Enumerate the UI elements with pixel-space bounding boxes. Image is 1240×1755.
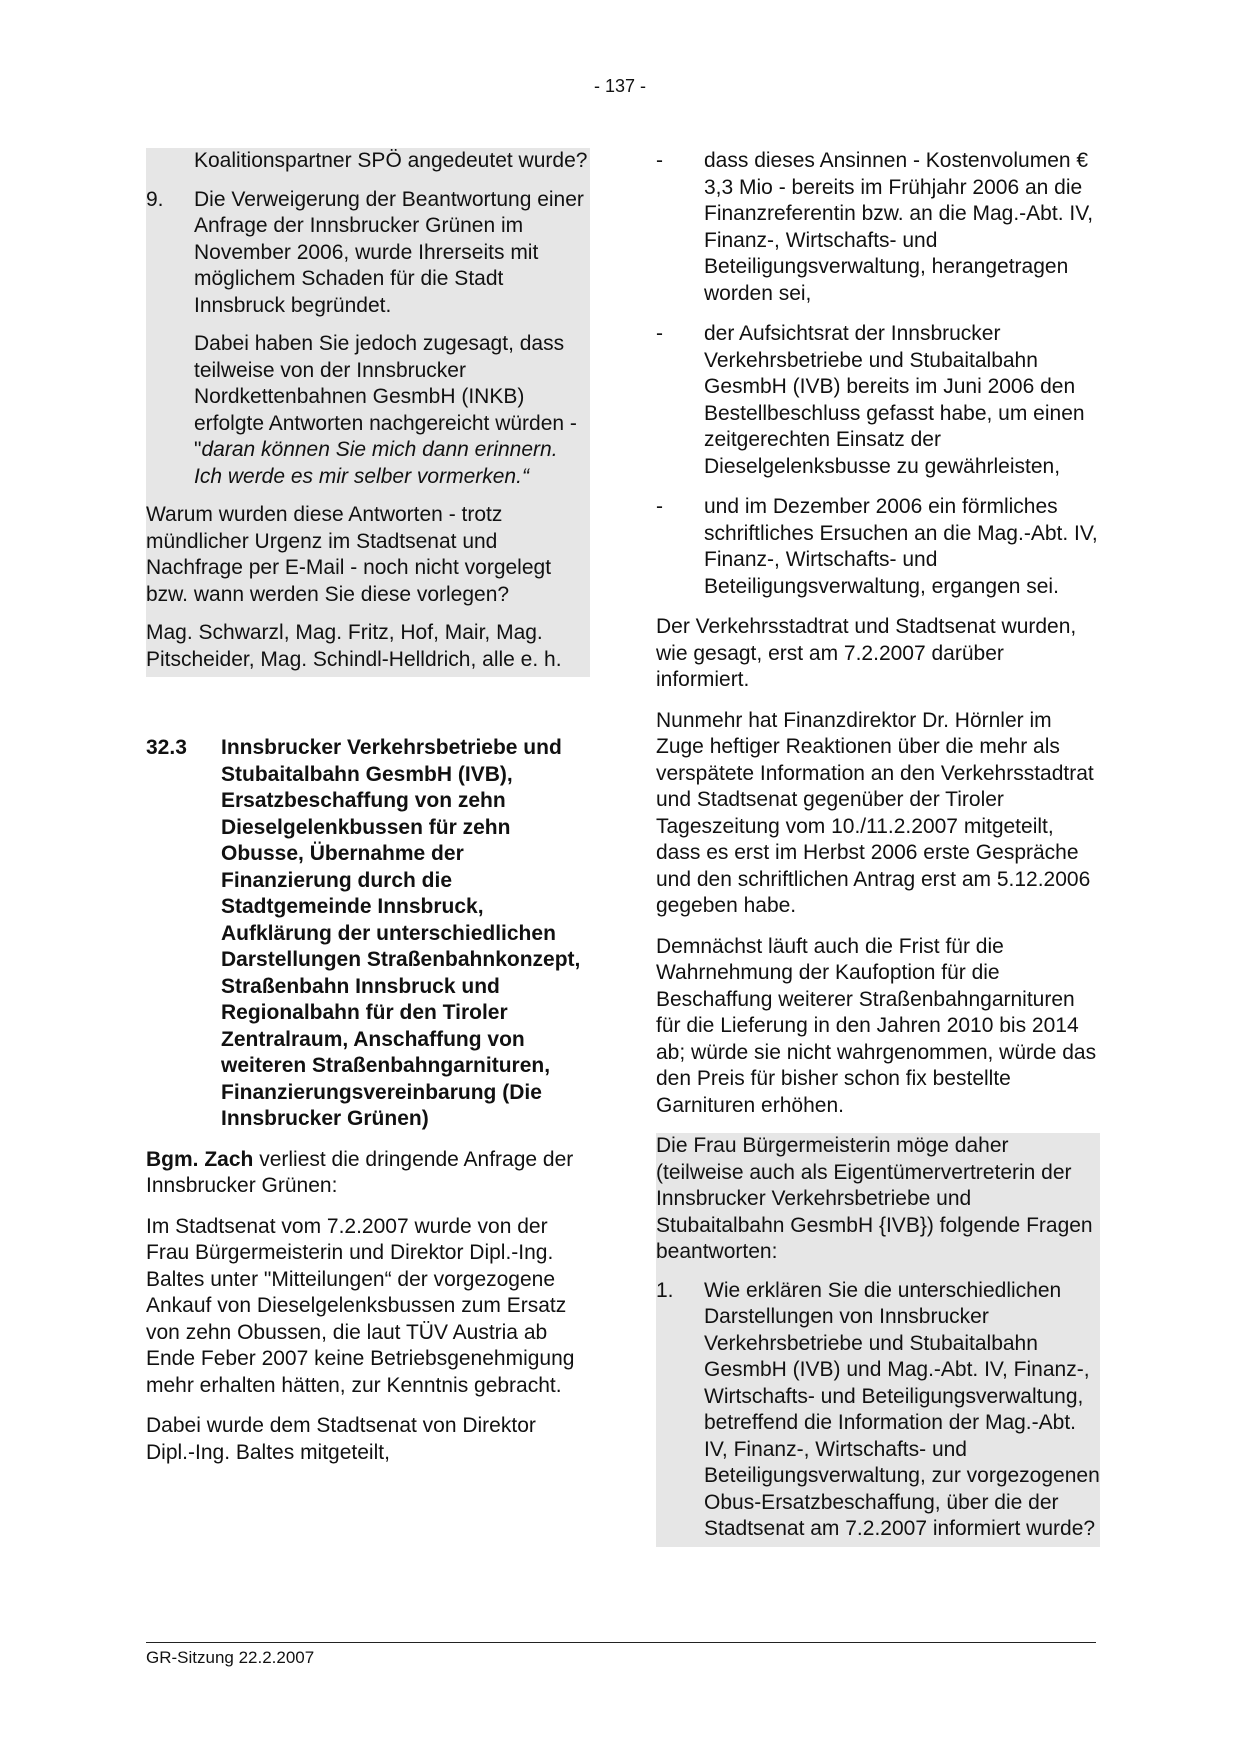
dash-item [656,321,1100,480]
anfrage-box-left [146,148,590,677]
continuation-line: Koalitionspartner SPÖ angedeutet wurde? [194,149,588,172]
demnaechst-paragraph: Demnächst läuft auch die Frist für die Wahrnehmung der Kaufoption für die Beschaffung weiterer Straßenbahngarnituren für die Lieferung in den Jahren 2010 bis 2014 ab; würde sie nicht wahrgenommen, würde das den Preis für bisher schon fix bestellte Garnituren erhöhen. [656,934,1097,1117]
speaker-text: verliest die dringende Anfrage der Innsbrucker Grünen: [146,1147,574,1197]
item-number: 1. [656,1278,674,1302]
dash-item-text: und im Dezember 2006 ein förmliches schriftliches Ersuchen an die Mag.-Abt. IV, Finanz-, Wirtschafts- und Beteiligungsverwaltung, ergangen sei. [704,495,1098,598]
dash-item-text: der Aufsichtsrat der Innsbrucker Verkehrsbetriebe und Stubaitalbahn GesmbH (IVB) bereits im Juni 2006 den Bestellbeschluss gefasst habe, um einen zeitgerechten Einsatz der Dieselgelenksbusse zu gewährleisten, [704,322,1085,478]
section-number: 32.3 [146,736,187,759]
question-item-1 [656,1278,1100,1543]
dabei-text: Dabei haben Sie jedoch zugesagt, dass teilweise von der Innsbrucker Nordkettenbahnen GesmbH (INKB) erfolgte Antworten nachgereicht würden - " [194,332,577,461]
dash-marker: - [656,149,663,172]
dash-marker: - [656,322,663,345]
question-item-9 [146,187,590,320]
questions-intro: Die Frau Bürgermeisterin möge daher (teilweise auch als Eigentümervertreterin der Innsbrucker Verkehrsbetriebe und Stubaitalbahn GesmbH {IVB}) folgende Fragen beantworten: [656,1134,1093,1263]
bgm-paragraph [146,1147,590,1200]
dash-item [656,494,1100,600]
warum-paragraph: Warum wurden diese Antworten - trotz mündlicher Urgenz im Stadtsenat und Nachfrage per E-Mail - noch nicht vorgelegt bzw. wann werden Sie diese vorlegen? [146,503,552,606]
dabei-quote: daran können Sie mich dann erinnern. Ich werde es mir selber vormerken.“ [194,438,558,488]
section-heading [146,735,590,1133]
nunmehr-paragraph: Nunmehr hat Finanzdirektor Dr. Hörnler im Zuge heftiger Reaktionen über die mehr als verspätete Information an den Verkehrsstadtrat und Stadtsenat gegenüber der Tiroler Tageszeitung vom 10./11.2.2007 mitgeteilt, dass es erst im Herbst 2006 erste Gespräche und den schriftlichen Antrag erst am 5.12.2006 gegeben habe. [656,708,1094,917]
item-number: 9. [146,187,164,211]
dabei2-paragraph: Dabei wurde dem Stadtsenat von Direktor Dipl.-Ing. Baltes mitgeteilt, [146,1414,536,1464]
footer-rule [146,1642,1096,1643]
section-title: Innsbrucker Verkehrsbetriebe und Stubaitalbahn GesmbH (IVB), Ersatzbeschaffung von zehn Dieselgelenkbussen für zehn Obusse, Übernahme der Finanzierung durch die Stadtgemeinde Innsbruck, Aufklärung der unterschiedlichen Darstellungen Straßenbahnkonzept, Straßenbahn Innsbruck und Regionalbahn für den Tiroler Zentralraum, Anschaffung von weiteren Straßenbahngarnituren, Finanzierungsvereinbarung (Die Innsbrucker Grünen) [221,736,581,1130]
item-text: Die Verweigerung der Beantwortung einer Anfrage der Innsbrucker Grünen im November 2006, wurde Ihrerseits mit möglichem Schaden für die Stadt Innsbruck begründet. [194,187,584,317]
anfrage-box-right [656,1133,1100,1547]
dash-item [656,148,1100,307]
left-column [146,148,590,1466]
stadtsenat-paragraph: Im Stadtsenat vom 7.2.2007 wurde von der Frau Bürgermeisterin und Direktor Dipl.-Ing. Baltes unter "Mitteilungen“ der vorgezogene Ankauf von Dieselgelenksbussen zum Ersatz von zehn Obussen, die laut TÜV Austria ab Ende Feber 2007 keine Betriebsgenehmigung mehr erhalten hätten, zur Kenntnis gebracht. [146,1214,575,1397]
right-column [656,148,1100,1547]
dash-marker: - [656,495,663,518]
item-text: Wie erklären Sie die unterschiedlichen Darstellungen von Innsbrucker Verkehrsbetriebe und Stubaitalbahn GesmbH (IVB) und Mag.-Abt. IV, Finanz-, Wirtschafts- und Beteiligungsverwaltung, betreffend die Information der Mag.-Abt. IV, Finanz-, Wirtschafts- und Beteiligungsverwaltung, zur vorgezogenen Obus-Ersatzbeschaffung, über die der Stadtsenat am 7.2.2007 informiert wurde? [704,1278,1100,1540]
footer-text: GR-Sitzung 22.2.2007 [146,1648,315,1667]
dabei-paragraph [146,331,590,490]
speaker-name: Bgm. Zach [146,1147,254,1171]
dash-item-text: dass dieses Ansinnen - Kostenvolumen € 3,3 Mio - bereits im Frühjahr 2006 an die Finanzreferentin bzw. an die Mag.-Abt. IV, Finanz-, Wirtschafts- und Beteiligungsverwaltung, herangetragen worden sei, [704,149,1094,305]
signatures: Mag. Schwarzl, Mag. Fritz, Hof, Mair, Mag. Pitscheider, Mag. Schindl-Helldrich, alle e. h. [146,621,562,671]
page-number: - 137 - [593,76,647,96]
verkehrsstadtrat-paragraph: Der Verkehrsstadtrat und Stadtsenat wurden, wie gesagt, erst am 7.2.2007 darüber informiert. [656,615,1077,691]
